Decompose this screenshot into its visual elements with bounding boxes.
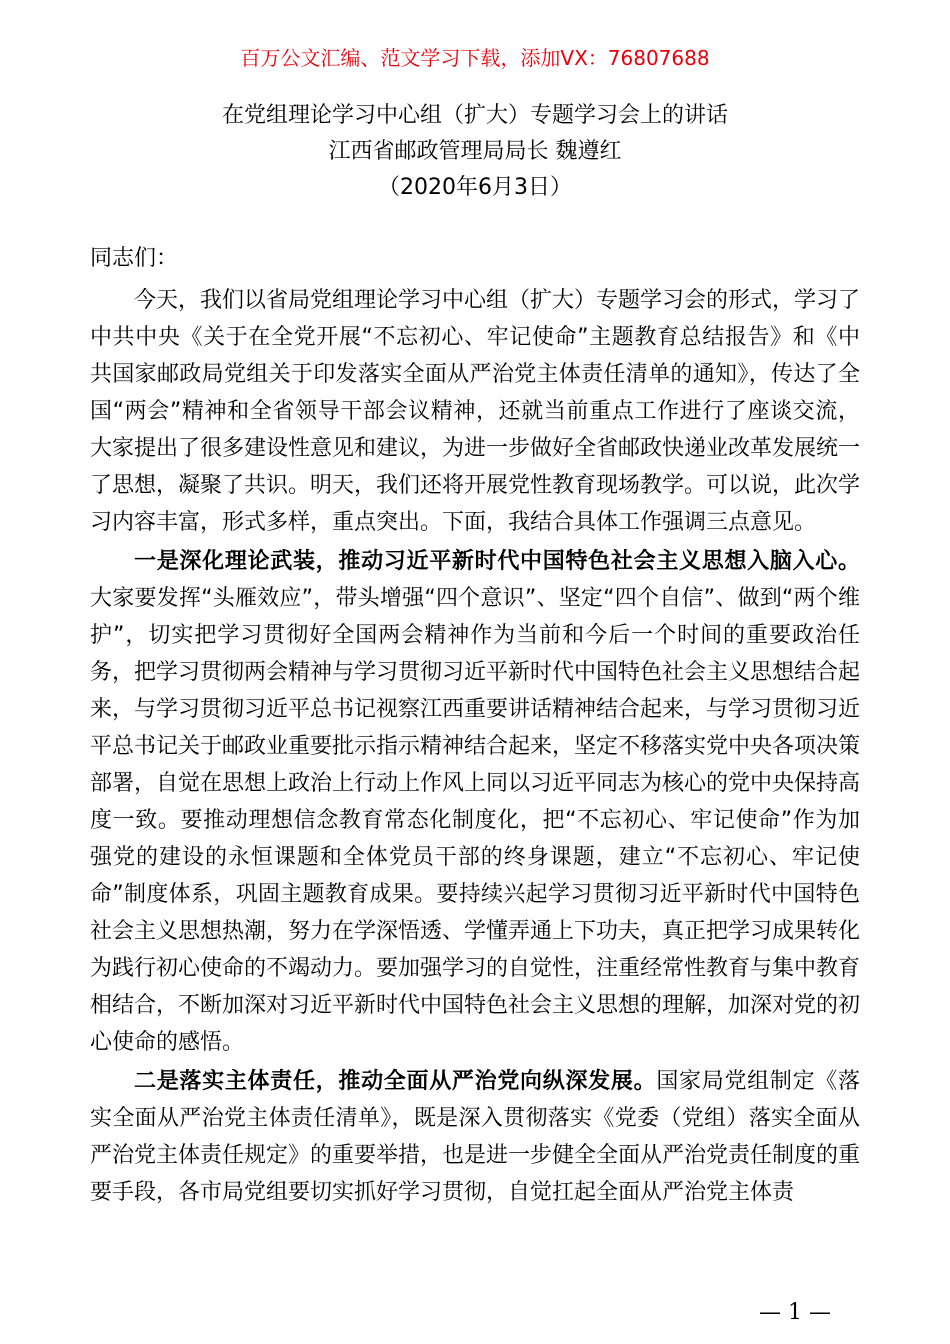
title-block [0,98,950,206]
document-body [90,240,860,1213]
point-one-text: 大家要发挥“头雁效应”，带头增强“四个意识”、坚定“四个自信”、做到“两个维护”，切实把学习贯彻好全国两会精神作为当前和今后一个时间的重要政治任务，把学习贯彻两会精神与学习贯彻习近平新时代中国特色社会主义思想结合起来，与学习贯彻习近平总书记视察江西重要讲话精神结合起来，与学习贯彻习近平总书记关于邮政业重要批示指示精神结合起来，坚定不移落实党中央各项决策部署，自觉在思想上政治上行动上作风上同以习近平同志为核心的党中央保持高度一致。要推动理想信念教育常态化制度化，把“不忘初心、牢记使命”作为加强党的建设的永恒课题和全体党员干部的终身课题，建立“不忘初心、牢记使命”制度体系，巩固主题教育成果。要持续兴起学习贯彻习近平新时代中国特色社会主义思想热潮，努力在学深悟透、学懂弄通上下功夫，真正把学习成果转化为践行初心使命的不竭动力。要加强学习的自觉性，注重经常性教育与集中教育相结合，不断加深对习近平新时代中国特色社会主义思想的理解，加深对党的初心使命的感悟。 [90,586,861,1055]
speech-title: 在党组理论学习中心组（扩大）专题学习会上的讲话 [221,103,728,128]
point-one-lead: 一是深化理论武装，推动习近平新时代中国特色社会主义思想入脑入心。 [134,549,860,574]
speech-date: （2020年6月3日） [378,175,572,200]
point-one-paragraph [90,543,860,1061]
point-two-lead: 二是落实主体责任，推动全面从严治党向纵深发展。 [134,1069,657,1094]
point-two-text: 国家局党组制定《落实全面从严治党主体责任清单》，既是深入贯彻落实《党委（党组）落实全面从严治党主体责任规定》的重要举措，也是进一步健全全面从严治党责任制度的重要手段，各市局党组要切实抓好学习贯彻，自觉扛起全面从严治党主体责 [90,1069,861,1205]
point-two-paragraph [90,1063,860,1211]
speaker-line: 江西省邮政管理局局长 魏遵红 [328,139,622,164]
header-banner: 百万公文汇编、范文学习下载，添加VX：76807688 [240,46,710,70]
page-number: — 1 — [759,1300,831,1325]
intro-paragraph: 今天，我们以省局党组理论学习中心组（扩大）专题学习会的形式，学习了中共中央《关于在全党开展“不忘初心、牢记使命”主题教育总结报告》和《中共国家邮政局党组关于印发落实全面从严治党主体责任清单的通知》，传达了全国“两会”精神和全省领导干部会议精神，还就当前重点工作进行了座谈交流，大家提出了很多建设性意见和建议，为进一步做好全省邮政快递业改革发展统一了思想，凝聚了共识。明天，我们还将开展党性教育现场教学。可以说，此次学习内容丰富，形式多样，重点突出。下面，我结合具体工作强调三点意见。 [90,288,861,535]
greeting: 同志们： [90,246,179,271]
